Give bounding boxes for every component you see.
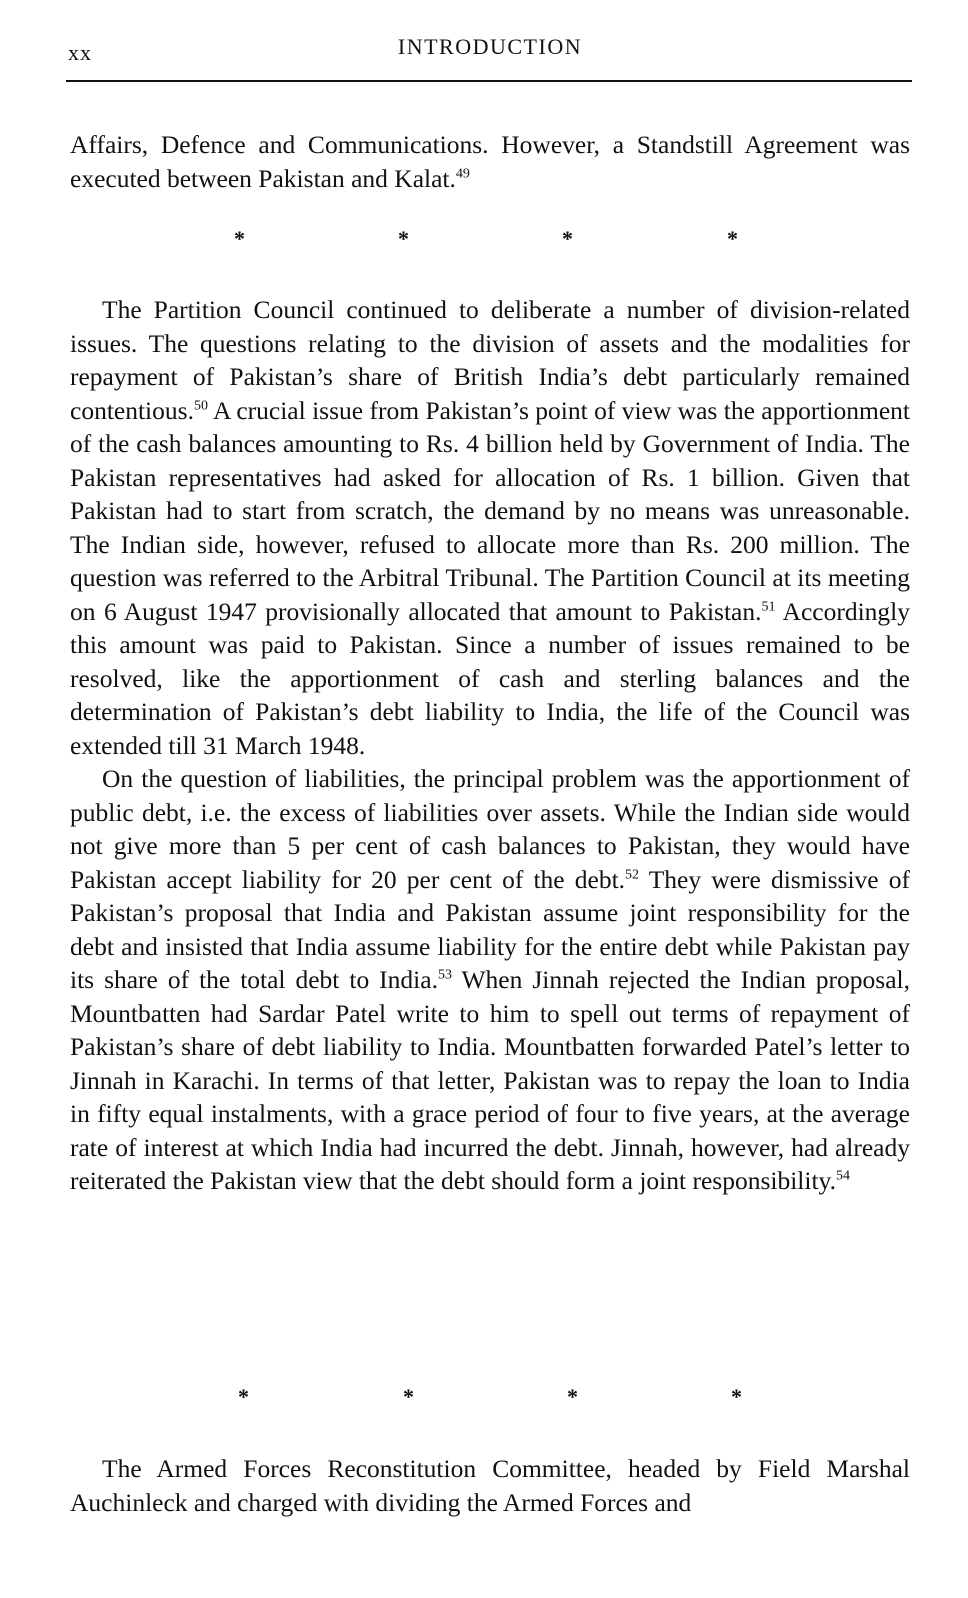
section-break-star: * — [727, 226, 738, 251]
paragraph — [70, 1452, 910, 1519]
paragraph — [70, 762, 910, 1198]
section-partition-council — [70, 293, 910, 1198]
paragraph — [70, 293, 910, 762]
footnote-ref: 53 — [437, 967, 452, 983]
section-break — [0, 1384, 968, 1414]
section-break-star: * — [731, 1384, 742, 1409]
footnote-ref: 49 — [455, 166, 470, 181]
footnote-ref: 52 — [625, 867, 640, 882]
paragraph-text: The Partition Council continued to deliberate a number of division-related issues. The questions relating to the division of assets and the modalities for repayment of Pakistan’s share of British India’s debt particularly remained contentious. — [70, 295, 910, 425]
footnote-ref: 51 — [761, 599, 776, 614]
paragraph-text: Affairs, Defence and Communications. However, a Standstill Agreement was executed between Pakistan and Kalat. — [70, 130, 910, 193]
header-rule — [66, 80, 912, 82]
running-head: INTRODUCTION — [397, 34, 583, 59]
section-break-star: * — [403, 1384, 414, 1409]
paragraph — [70, 128, 910, 195]
section-break-star: * — [398, 226, 409, 251]
footnote-ref: 54 — [836, 1168, 851, 1184]
section-break — [0, 226, 968, 256]
page-number: xx — [68, 40, 92, 65]
paragraph-text: They were dismissive of Pakistan’s proposal that India and Pakistan assume joint responsibility for the debt and insisted that India assume liability for the entire debt while Pakistan pay its share of the total debt to India. — [70, 864, 911, 994]
page-header — [68, 34, 912, 74]
section-armed-forces — [70, 1452, 910, 1519]
paragraph-text: The Armed Forces Reconstitution Committee, headed by Field Marshal Auchinleck and charged with dividing the Armed Forces and — [70, 1454, 910, 1517]
paragraph-text: When Jinnah rejected the Indian proposal, Mountbatten had Sardar Patel write to him to spell out terms of repayment of Pakistan’s share of debt liability to India. Mountbatten forwarded Patel’s letter to Jinnah in Karachi. In terms of that letter, Pakistan was to repay the loan to India in fifty equal instalments, with a grace period of four to five years, at the average rate of interest at which India had incurred the debt. Jinnah, however, had already reiterated the Pakistan view that the debt should form a joint responsibility. — [70, 965, 910, 1195]
section-break-star: * — [238, 1384, 249, 1409]
section-break-star: * — [562, 226, 573, 251]
footnote-ref: 50 — [193, 398, 208, 413]
paragraph-text: Accordingly this amount was paid to Pakistan. Since a number of issues remained to be resolved, like the apportionment of cash and sterling balances and the determination of Pakistan’s debt liability to India, the life of the Council was extended till 31 March 1948. — [70, 596, 910, 760]
paragraph-text: On the question of liabilities, the principal problem was the apportionment of public debt, i.e. the excess of liabilities over assets. While the Indian side would not give more than 5 per cent of cash balances to Pakistan, they would have Pakistan accept liability for 20 per cent of the debt. — [70, 764, 910, 894]
section-continuation — [70, 128, 910, 195]
paragraph-text: A crucial issue from Pakistan’s point of view was the apportionment of the cash balances amounting to Rs. 4 billion held by Government of India. The Pakistan representatives had asked for allocation of Rs. 1 billion. Given that Pakistan had to start from scratch, the demand by no means was unreasonable. The Indian side, however, refused to allocate more than Rs. 200 million. The question was referred to the Arbitral Tribunal. The Partition Council at its meeting on 6 August 1947 provisionally allocated that amount to Pakistan. — [70, 395, 910, 626]
section-break-star: * — [567, 1384, 578, 1409]
section-break-star: * — [234, 226, 245, 251]
